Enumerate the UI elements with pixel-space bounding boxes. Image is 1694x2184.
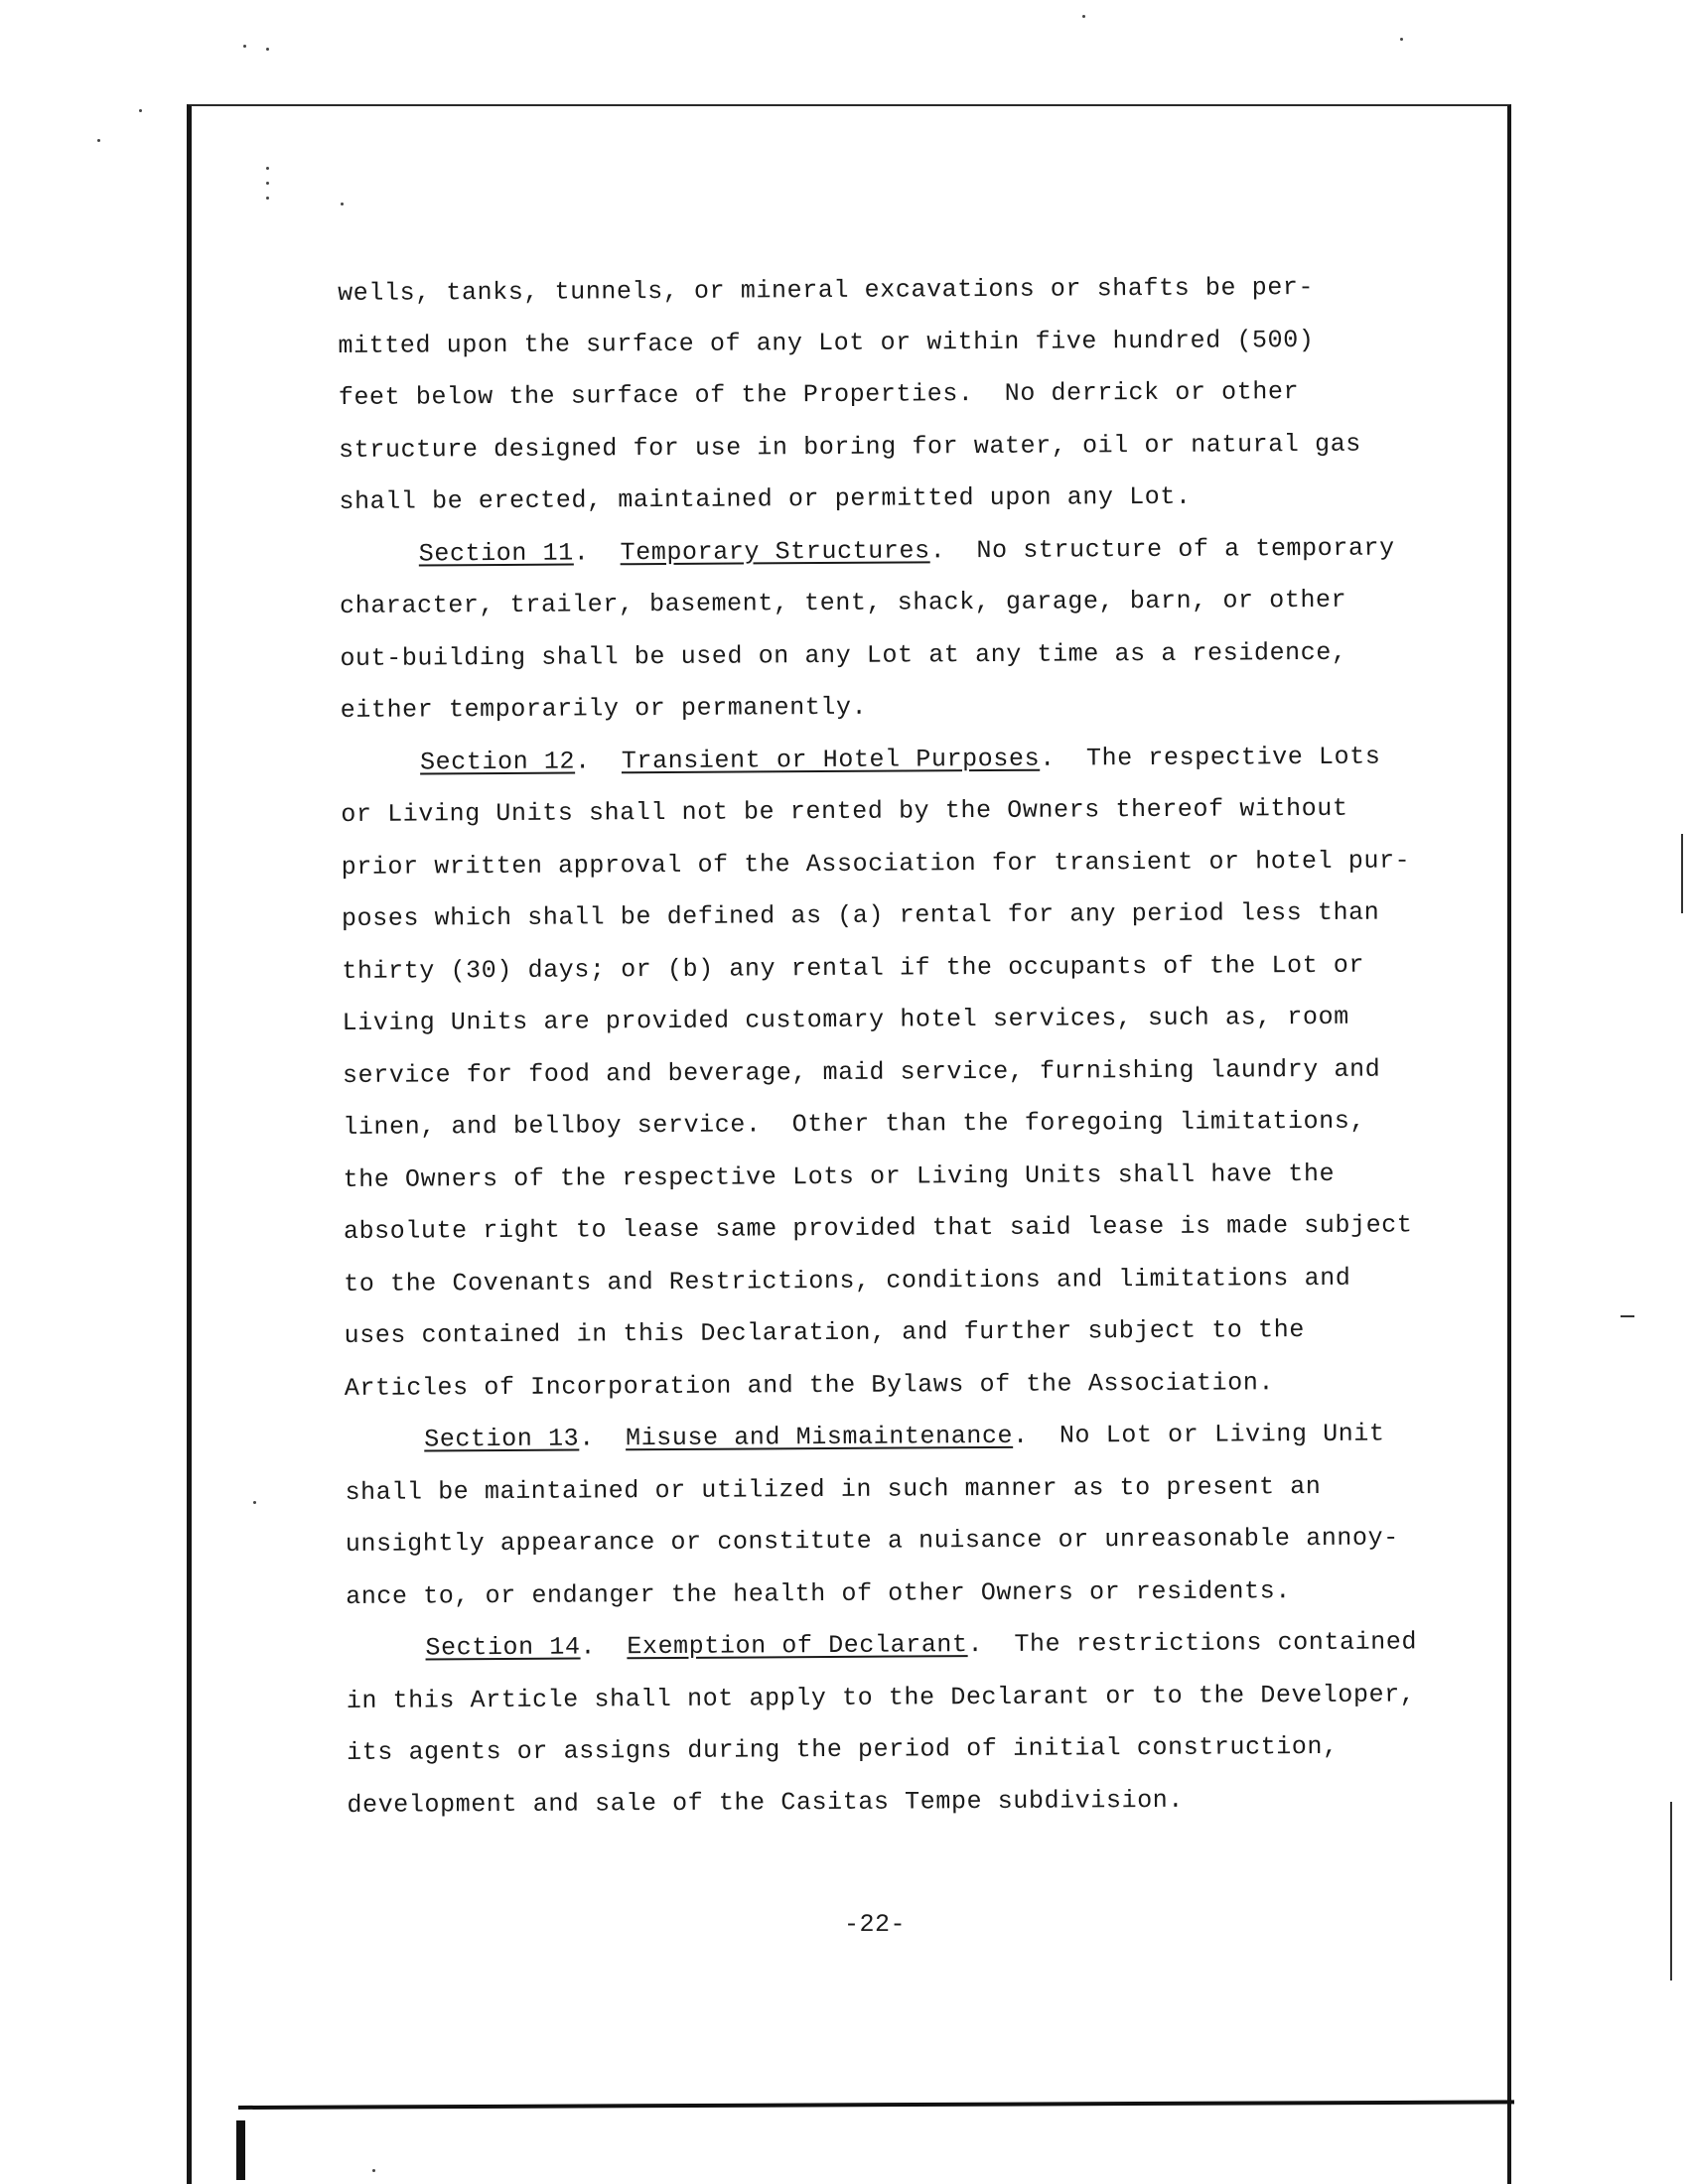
text-line: development and sale of the Casitas Tempe subdivision. (347, 1785, 1185, 1820)
text-line: structure designed for use in boring for water, oil or natural gas (339, 429, 1361, 465)
text-line: The respective Lots (1085, 742, 1381, 772)
paragraph-continuation (338, 261, 1432, 528)
section-number: Section 13 (424, 1424, 580, 1454)
scan-speck (266, 48, 269, 51)
text-line: No structure of a temporary (976, 533, 1395, 565)
text-line: Articles of Incorporation and the Bylaws of the Association. (344, 1367, 1275, 1403)
text-line: to the Covenants and Restrictions, conditions and limitations and (344, 1263, 1351, 1298)
page-number: -22- (844, 1910, 907, 1939)
text-line: service for food and beverage, maid service, furnishing laundry and (342, 1054, 1381, 1090)
section-title: Exemption of Declarant (627, 1630, 968, 1662)
text-line: out-building shall be used on any Lot at any time as a residence, (340, 637, 1347, 673)
scan-speck (266, 167, 269, 170)
bottom-corner-mark (236, 2120, 245, 2180)
section-number: Section 14 (425, 1632, 581, 1663)
text-line: in this Article shall not apply to the Declarant or to the Developer, (346, 1679, 1416, 1715)
scan-speck (1082, 15, 1085, 18)
text-line: feet below the surface of the Properties. No derrick or other (338, 377, 1300, 412)
text-line: prior written approval of the Association for transient or hotel pur- (341, 845, 1411, 882)
text-line: The restrictions contained (1014, 1627, 1418, 1659)
scan-edge-mark (1681, 834, 1683, 913)
text-line: unsightly appearance or constitute a nuisance or unreasonable annoy- (345, 1523, 1399, 1559)
text-line: Living Units are provided customary hotel services, such as, room (342, 1002, 1349, 1037)
section-12 (341, 731, 1437, 1415)
text-line: or Living Units shall not be rented by the Owners thereof without (341, 793, 1348, 829)
section-13 (345, 1408, 1438, 1623)
text-line: shall be maintained or utilized in such manner as to present an (345, 1471, 1322, 1507)
text-line: uses contained in this Declaration, and further subject to the (344, 1315, 1305, 1350)
scan-speck (253, 1501, 256, 1504)
scan-edge-mark (1670, 1802, 1672, 1980)
text-line: absolute right to lease same provided that said lease is made subject (343, 1210, 1413, 1246)
text-line: ance to, or endanger the health of other Owners or residents. (346, 1575, 1291, 1611)
scan-speck (139, 109, 142, 112)
section-number: Section 12 (419, 747, 576, 777)
scan-speck (266, 182, 269, 185)
text-line: its agents or assigns during the period of initial construction, (347, 1731, 1339, 1767)
section-14 (346, 1616, 1439, 1832)
section-heading-line: Section 14. Exemption of Declarant. The restrictions contained (425, 1627, 1418, 1663)
section-heading-line: Section 11. Temporary Structures. No structure of a temporary (418, 533, 1395, 569)
section-11 (340, 522, 1433, 738)
text-line: No Lot or Living Unit (1059, 1419, 1385, 1450)
scan-edge-mark (1621, 1315, 1634, 1317)
text-line: wells, tanks, tunnels, or mineral excavations or shafts be per- (338, 272, 1315, 308)
scan-speck (97, 139, 100, 142)
text-line: linen, and bellboy service. Other than the foregoing limitations, (343, 1106, 1366, 1142)
scan-speck (372, 2169, 375, 2172)
scan-speck (341, 203, 344, 205)
text-line: the Owners of the respective Lots or Living Units shall have the (343, 1159, 1336, 1194)
text-line: thirty (30) days; or (b) any rental if the occupants of the Lot or (342, 950, 1365, 986)
text-line: either temporarily or permanently. (340, 692, 868, 725)
section-title: Temporary Structures (620, 535, 930, 567)
text-line: mitted upon the surface of any Lot or within five hundred (500) (338, 325, 1315, 360)
section-number: Section 11 (418, 538, 574, 569)
text-line: shall be erected, maintained or permitted upon any Lot. (339, 481, 1192, 516)
text-line: poses which shall be defined as (a) rental for any period less than (341, 897, 1380, 933)
section-title: Misuse and Mismaintenance (625, 1421, 1014, 1453)
document-body (338, 261, 1440, 1832)
scan-speck (243, 45, 246, 48)
text-line: character, trailer, basement, tent, shack, garage, barn, or other (339, 585, 1347, 620)
scan-speck (266, 197, 269, 200)
section-title: Transient or Hotel Purposes (621, 744, 1041, 775)
section-heading-line: Section 13. Misuse and Mismaintenance. No Lot or Living Unit (424, 1419, 1385, 1454)
scan-speck (1400, 38, 1403, 41)
section-heading-line: Section 12. Transient or Hotel Purposes. The respective Lots (419, 742, 1381, 777)
